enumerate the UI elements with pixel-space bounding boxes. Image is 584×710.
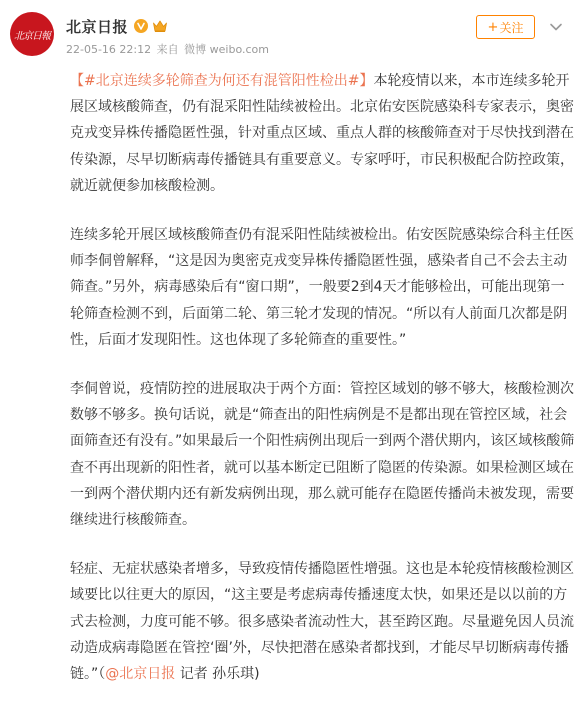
follow-button[interactable] <box>476 15 535 39</box>
post-source[interactable]: 微博 weibo.com <box>184 43 269 56</box>
verified-v-icon <box>134 19 148 33</box>
post-header <box>0 0 584 62</box>
hashtag-open-bracket: 【 <box>70 73 84 89</box>
mention-link[interactable]: @北京日报 <box>105 666 176 683</box>
avatar[interactable] <box>10 12 54 56</box>
paragraph-2: 连续多轮开展区域核酸筛查仍有混采阳性陆续被检出。佑安医院感染综合科主任医师李侗曾解释，“这是因为奥密克戎变异株传播隐匿性强，感染者自己不会去主动筛查。”另外，病毒感染后有“窗口期”，一般要2到4天才能够检出，可能出现第一轮筛查检测不到，后面第二轮、第三轮才发现的情况。“所以有人前面几次都是阴性，后面才发现阳性。这也体现了多轮筛查的重要性。” <box>70 227 574 348</box>
hashtag-link[interactable]: #北京连续多轮筛查为何还有混管阳性检出# <box>84 73 360 89</box>
follow-label: 关注 <box>499 20 524 35</box>
name-row <box>66 16 168 36</box>
source-prefix: 来自 <box>156 43 179 56</box>
account-name[interactable]: 北京日报 <box>66 17 129 36</box>
paragraph-1 <box>70 68 578 199</box>
paragraph-1-text: 本轮疫情以来，本市连续多轮开展区域核酸筛查，仍有混采阳性陆续被检出。北京佑安医院感染科专家表示，奥密克戎变异株传播隐匿性强，针对重点区域、重点人群的核酸筛查对于尽快找到潜在传染源，尽早切断病毒传播链具有重要意义。专家呼吁，市民积极配合防控政策，就近就便参加核酸检测。 <box>70 73 574 194</box>
post-meta <box>66 41 271 57</box>
post-body <box>70 68 578 710</box>
hashtag-close-bracket: 】 <box>359 73 374 89</box>
post-time[interactable]: 22-05-16 22:12 <box>66 43 152 56</box>
plus-icon: + <box>487 19 499 35</box>
crown-icon[interactable] <box>152 19 168 33</box>
avatar-logo-text: 北京日報 <box>14 30 50 42</box>
paragraph-4-text: 轻症、无症状感染者增多，导致疫情传播隐匿性增强。这也是本轮疫情核酸检测区域要比以往更大的原因，“这主要是考虑病毒传播速度太快，如果还是以以前的方式去检测，力度可能不够。很多感染者流动性大，甚至跨区跑。尽量避免因人员流动造成病毒隐匿在管控‘圈’外，尽快把潜在感染者都找到，才能尽早切断病毒传播链。”（ <box>70 561 574 683</box>
paragraph-4-tail: 记者 孙乐琪) <box>175 666 260 683</box>
paragraph-4 <box>70 556 578 687</box>
paragraph-3: 李侗曾说，疫情防控的进展取决于两个方面：管控区域划的够不够大，核酸检测次数够不够多。换句话说，就是“筛查出的阳性病例是不是都出现在管控区域，社会面筛查还有没有。”如果最后一个阳性病例出现后一到两个潜伏期内，该区域核酸筛查不再出现新的阳性者，就可以基本断定已阻断了隐匿的传染源。如果检测区域在一到两个潜伏期内还有新发病例出现，那么就可能存在隐匿传播尚未被发现，需要继续进行核酸筛查。 <box>70 381 575 529</box>
chevron-down-icon[interactable] <box>549 22 563 32</box>
